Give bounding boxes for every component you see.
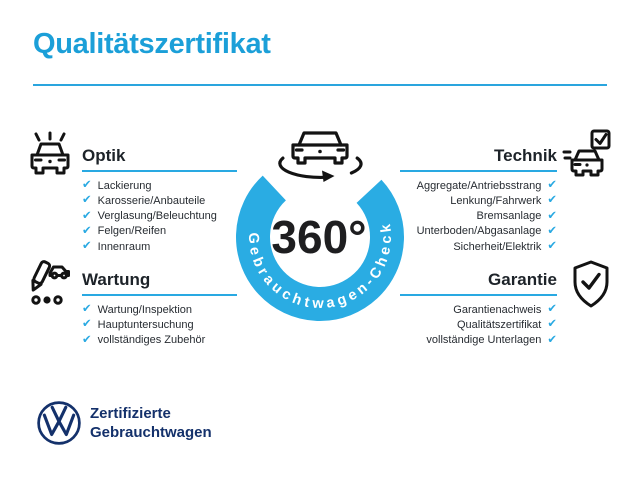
brand-wordmark — [90, 404, 212, 442]
checklist-label: Sicherheit/Elektrik — [453, 240, 542, 253]
360-check-badge — [225, 112, 415, 337]
shield-check-icon — [570, 259, 612, 309]
section-title-garantie: Garantie — [488, 270, 557, 289]
checklist-label: Wartung/Inspektion — [97, 303, 193, 316]
check-icon: ✔ — [82, 303, 92, 315]
checklist-item — [82, 195, 217, 206]
checklist-label: Lackierung — [97, 179, 152, 192]
checklist-label: Lenkung/Fahrwerk — [450, 194, 542, 207]
section-title-technik: Technik — [494, 146, 557, 165]
check-icon: ✔ — [547, 179, 557, 191]
checklist-label: Garantienachweis — [453, 303, 542, 316]
badge-ring-label: Gebrauchtwagen-Check — [244, 223, 396, 313]
checklist-label: Aggregate/Antriebsstrang — [416, 179, 542, 192]
checklist-label: Innenraum — [97, 240, 151, 253]
checklist-item — [82, 335, 205, 346]
section-title-wartung: Wartung — [82, 270, 151, 289]
service-checklist-icon — [24, 258, 72, 308]
brand-line-2: Gebrauchtwagen — [90, 424, 212, 441]
checklist-label: Felgen/Reifen — [97, 225, 167, 238]
check-icon: ✔ — [82, 209, 92, 222]
optik-checklist — [82, 180, 217, 256]
check-icon: ✔ — [547, 333, 557, 346]
check-icon: ✔ — [82, 240, 92, 253]
vw-logo — [36, 400, 82, 446]
checklist-label: Unterboden/Abgasanlage — [416, 225, 542, 238]
checklist-item — [82, 226, 217, 237]
car-rotation-icon — [280, 133, 361, 182]
checklist-label: Hauptuntersuchung — [97, 318, 194, 331]
checklist-item — [82, 319, 205, 330]
check-icon: ✔ — [547, 194, 557, 207]
optik-divider — [82, 170, 237, 172]
checklist-label: Verglasung/Beleuchtung — [97, 210, 217, 223]
header-divider — [33, 84, 607, 86]
technik-divider — [400, 170, 557, 172]
checklist-item — [82, 241, 217, 252]
checklist-label: vollständiges Zubehör — [97, 334, 206, 347]
check-icon: ✔ — [82, 179, 92, 191]
garantie-divider — [400, 294, 557, 296]
checklist-label: Bremsanlage — [476, 210, 542, 223]
check-icon: ✔ — [82, 333, 92, 346]
checklist-label: Karosserie/Anbauteile — [97, 194, 206, 207]
checklist-label: vollständige Unterlagen — [426, 334, 542, 347]
page-title: Qualitätszertifikat — [33, 28, 271, 60]
checklist-item — [82, 180, 217, 191]
section-title-optik: Optik — [82, 146, 126, 165]
check-icon: ✔ — [547, 224, 557, 237]
wartung-divider — [82, 294, 237, 296]
check-icon: ✔ — [82, 194, 92, 207]
check-icon: ✔ — [547, 240, 557, 253]
car-checkbox-icon — [562, 128, 614, 178]
check-icon: ✔ — [547, 318, 557, 331]
badge-value: 360° — [271, 211, 367, 263]
check-icon: ✔ — [82, 318, 92, 331]
checklist-item — [82, 211, 217, 222]
check-icon: ✔ — [547, 303, 557, 315]
checklist-label: Qualitätszertifikat — [456, 318, 542, 331]
check-icon: ✔ — [547, 209, 557, 222]
car-front-shine-icon — [24, 129, 76, 177]
brand-line-1: Zertifizierte — [90, 405, 171, 422]
check-icon: ✔ — [82, 224, 92, 237]
wartung-checklist — [82, 304, 205, 350]
checklist-item — [82, 304, 205, 315]
